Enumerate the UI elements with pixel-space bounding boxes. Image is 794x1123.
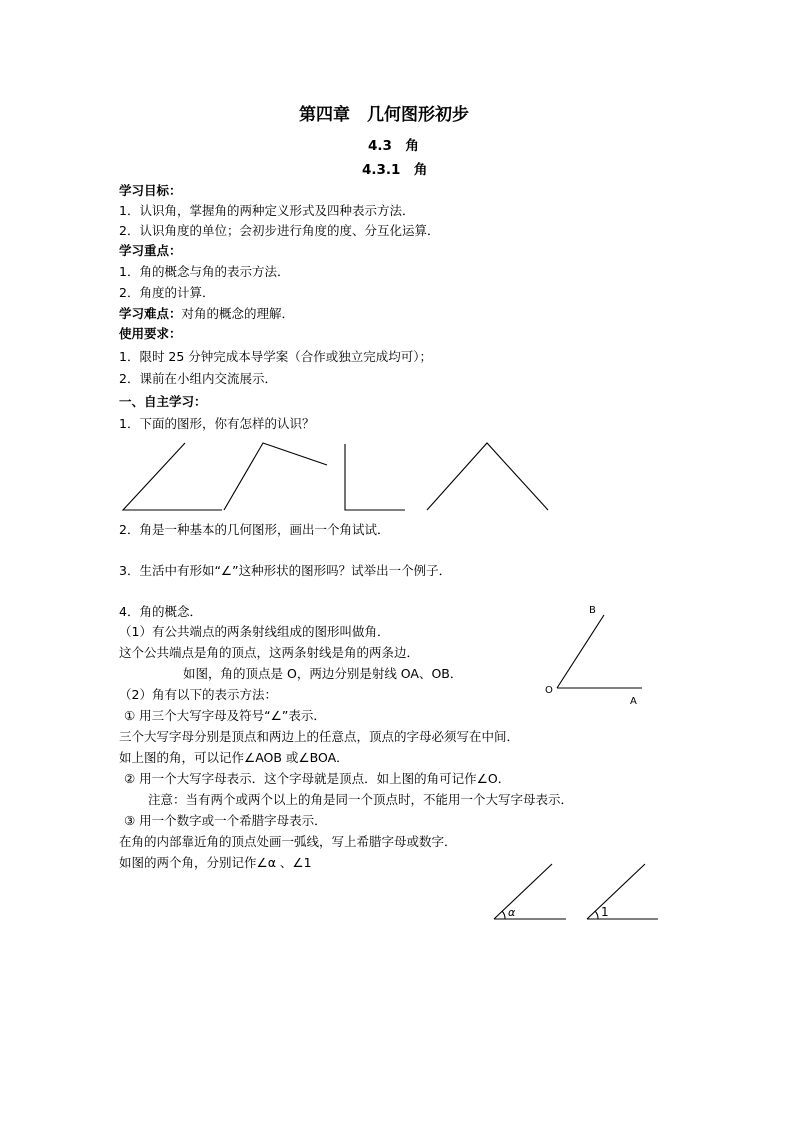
objective-item: 2．认识角度的单位；会初步进行角度的度、分互化运算． [119,223,440,238]
key-points-heading: 学习重点： [119,243,182,258]
label-o: O [545,685,553,696]
concept-line: 如图的两个角，分别记作∠α 、∠1 [119,855,312,870]
concept-line: 三个大写字母分别是顶点和两边上的任意点，顶点的字母必须写在中间． [119,729,520,744]
difficulty-text: 对角的概念的理解． [181,306,295,321]
label-a: A [630,696,637,707]
objectives-heading: 学习目标： [119,183,182,198]
key-point-item: 1．角的概念与角的表示方法． [119,264,290,279]
usage-item: 1．限时 25 分钟完成本导学案（合作或独立完成均可）； [119,349,433,364]
section-title: 4.3 角 [368,138,419,154]
concept-line: ① 用三个大写字母及符号“∠”表示． [124,708,326,723]
concept-line: （2）角有以下的表示方法： [119,687,277,702]
objective-item: 1．认识角，掌握角的两种定义形式及四种表示方法． [119,203,415,218]
angle-one-ray-upper [587,864,645,919]
question-3: 3．生活中有形如“∠”这种形状的图形吗？试举出一个例子． [119,563,452,578]
question-1: 1．下面的图形，你有怎样的认识？ [119,416,315,431]
concept-line: ② 用一个大写字母表示．这个字母就是顶点．如上图的角可记作∠O． [124,771,511,786]
label-one: 1 [601,905,609,919]
concept-line: ③ 用一个数字或一个希腊字母表示． [124,813,327,828]
concept-line: （1）有公共端点的两条射线组成的图形叫做角． [119,624,390,639]
label-alpha: α [508,906,516,919]
concept-line: 注意：当有两个或两个以上的角是同一个顶点时，不能用一个大写字母表示． [148,792,574,807]
question-2: 2．角是一种基本的几何图形，画出一个角试试． [119,522,390,537]
angle-alpha-ray-upper [494,864,552,919]
difficulty-heading: 学习难点： [119,306,182,321]
usage-item: 2．课前在小组内交流展示． [119,371,277,386]
concept-line: 如上图的角，可以记作∠AOB 或∠BOA． [119,750,349,765]
chapter-title: 第四章 几何图形初步 [299,105,469,125]
usage-heading: 使用要求： [119,326,182,341]
angle-alpha-arc [502,911,505,919]
question-4: 4．角的概念． [119,604,202,619]
label-b: B [589,605,596,616]
self-study-heading: 一、自主学习： [119,394,207,409]
concept-line: 这个公共端点是角的顶点，这两条射线是角的两条边． [119,645,420,660]
subsection-title: 4.3.1 角 [362,162,428,178]
concept-line: 如图，角的顶点是 O，两边分别是射线 OA、OB． [183,666,463,681]
angle-one-arc [595,911,598,919]
key-point-item: 2．角度的计算． [119,285,215,300]
concept-line: 在角的内部靠近角的顶点处画一弧线，写上希腊字母或数字． [119,834,457,849]
